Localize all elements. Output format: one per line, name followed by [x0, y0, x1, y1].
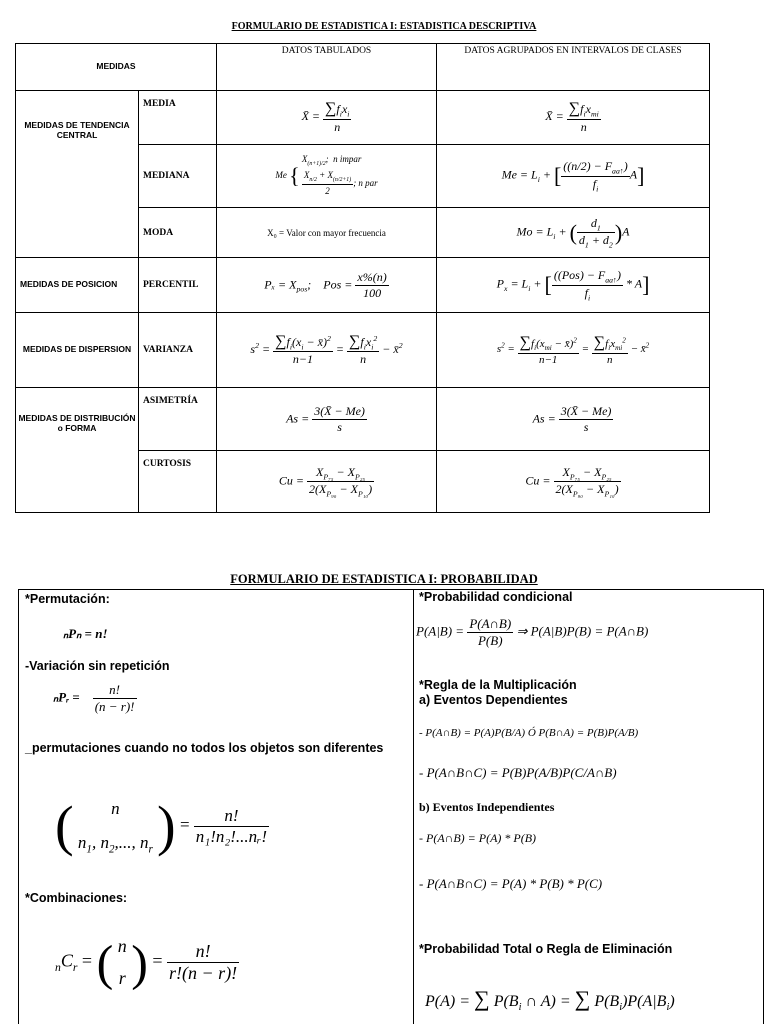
- group-tendencia: MEDIDAS DE TENDENCIA CENTRAL: [16, 91, 139, 258]
- total-title: *Probabilidad Total o Regla de Eliminación: [419, 942, 673, 956]
- header-tabulados: DATOS TABULADOS: [217, 44, 437, 91]
- row-asimetria: ASIMETRÍA: [139, 388, 217, 451]
- dependientes-formula-2: - P(A∩B∩C) = P(B)P(A/B)P(C/A∩B): [419, 765, 617, 780]
- row-curtosis: CURTOSIS: [139, 451, 217, 513]
- formula-table: [15, 43, 710, 513]
- formula-percentil-tab: $P_x = X_{pos}$; Pos = $\frac{x\%(n)}{100}$: [217, 258, 437, 313]
- condicional-title: *Probabilidad condicional: [419, 590, 573, 604]
- formula-varianza-tab: $s^2$ = $\frac{\sum f_i(x_i - x̄)^2}{n-1}$ = $\frac{\sum f_ix_i^2}{n}$ − x̄$^2$: [217, 313, 437, 388]
- formula-mediana-tab: Me { $X_{(n+1)/2}$; n impar $\frac{X_{n/2} + X_{(n/2+1)}}{2}$ ; n par: [217, 145, 437, 208]
- header-medidas: MEDIDAS: [16, 44, 217, 91]
- formula-mediana-agr: $Me = L_i$ + [ $\frac{((n/2) - F_{aa↑})}{f_i}$ A]: [437, 145, 710, 208]
- variacion-title: -Variación sin repetición: [25, 659, 170, 673]
- formula-varianza-agr: $s^2$ = $\frac{\sum f_i(x_{mi} - x̄)^2}{n-1}$ = $\frac{\sum f_ix_{mi}^2}{n}$ − x̄$^2$: [437, 313, 710, 388]
- formula-asimetria-tab: As = $\frac{3(X̄ - Me)}{s}$: [217, 388, 437, 451]
- row-moda: MODA: [139, 208, 217, 258]
- combinaciones-title: *Combinaciones:: [25, 891, 128, 905]
- formula-percentil-agr: $P_x = L_i$ + [ $\frac{((Pos) - F_{aa↑})}{f_i}$ * A]: [437, 258, 710, 313]
- independientes-title: b) Eventos Independientes: [419, 800, 555, 814]
- condicional-formula: P(A|B) = $\frac{P(A\cap B)}{P(B)}$ ⇒ P(A|B)P(B) = P(A∩B): [416, 616, 649, 648]
- title-descriptiva: FORMULARIO DE ESTADISTICA I: ESTADISTICA DESCRIPTIVA: [231, 21, 537, 32]
- column-divider: [413, 590, 414, 1024]
- group-posicion: MEDIDAS DE POSICION: [16, 258, 139, 313]
- perm-no-dif-title: _permutaciones cuando no todos los objetos son diferentes: [25, 741, 384, 755]
- independientes-formula-1: - P(A∩B) = P(A) * P(B): [419, 831, 537, 845]
- multiplicacion-title: *Regla de la Multiplicación: [419, 678, 577, 692]
- row-media: MEDIA: [139, 91, 217, 145]
- variacion-formula: ₙPᵣ = $\frac{n!}{(n - r)!}$: [53, 682, 135, 714]
- formula-moda-tab: X₀ = Valor con mayor frecuencia: [217, 208, 437, 258]
- formula-moda-agr: $Mo = L_i$ + ( $\frac{d_1}{d_1 + d_2}$ )A: [437, 208, 710, 258]
- perm-no-dif-formula: ( n $n_1$, $n_2$,..., $n_r$ ) = $\frac{n!}{\text{n₁!n₂!...nᵣ!}}$: [55, 795, 268, 858]
- formula-asimetria-agr: As = $\frac{3(X̄ - Me)}{s}$: [437, 388, 710, 451]
- independientes-formula-2: - P(A∩B∩C) = P(A) * P(B) * P(C): [419, 876, 603, 891]
- group-dispersion: MEDIDAS DE DISPERSION: [16, 313, 139, 388]
- permutacion-title: *Permutación:: [25, 592, 110, 606]
- row-varianza: VARIANZA: [139, 313, 217, 388]
- combinaciones-formula: $_nC_r$ = ( n r ) = $\frac{n!}{r!(n - r)!}$: [55, 934, 238, 991]
- dependientes-title: a) Eventos Dependientes: [419, 693, 568, 707]
- row-mediana: MEDIANA: [139, 145, 217, 208]
- formula-media-agr: X̄ = $\frac{\sum f_ix_{mi}}{n}$: [437, 91, 710, 145]
- dependientes-formula-1: - P(A∩B) = P(A)P(B/A) Ó P(B∩A) = P(B)P(A/B): [419, 727, 639, 739]
- formula-media-tab: X̄ = $\frac{\sum f_ix_i}{n}$: [217, 91, 437, 145]
- formula-curtosis-tab: Cu = $\frac{X_{P_{75}} - X_{P_{25}}}{2(X_{P_{90}} - X_{P_{10}})}$: [217, 451, 437, 513]
- permutacion-formula: ₙPₙ = n!: [63, 626, 108, 641]
- row-percentil: PERCENTIL: [139, 258, 217, 313]
- probability-box: [18, 589, 764, 1024]
- title-probabilidad: FORMULARIO DE ESTADISTICA I: PROBABILIDAD: [230, 572, 538, 586]
- formula-curtosis-agr: Cu = $\frac{X_{P_{75}} - X_{P_{25}}}{2(X_{P_{90}} - X_{P_{10}})}$: [437, 451, 710, 513]
- group-forma: MEDIDAS DE DISTRIBUCIÓN o FORMA: [16, 388, 139, 513]
- total-formula: P(A) = ∑ $P(B_i$ ∩ A) = ∑ $P(B_i)P(A|B_i)$: [425, 986, 675, 1014]
- header-agrupados: DATOS AGRUPADOS EN INTERVALOS DE CLASES: [437, 44, 710, 91]
